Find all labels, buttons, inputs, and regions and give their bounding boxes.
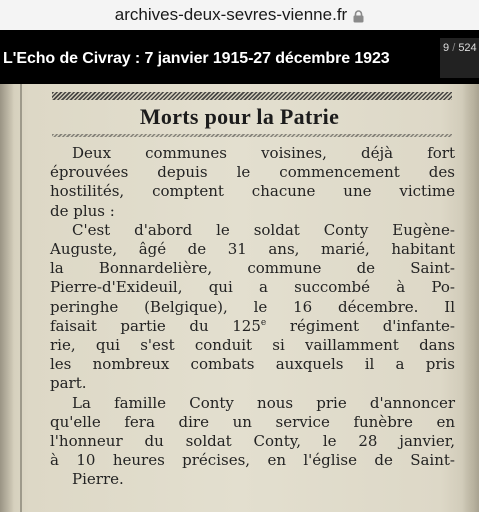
article-line: à 10 heures précises, en l'église de Saint- (50, 451, 455, 470)
column-rule (20, 84, 22, 512)
article-line: les nombreux combats auxquels il a pris (50, 355, 455, 374)
article-line: hostilités, comptent chacune une victime (50, 182, 455, 201)
article-line: rie, qui s'est conduit si vaillamment dans (50, 336, 455, 355)
article-line: peringhe (Belgique), le 16 décembre. Il (50, 297, 455, 316)
article-line: Pierre-d'Exideuil, qui a succombé à Po- (50, 278, 455, 297)
viewer-title-bar (0, 30, 479, 84)
article-line: l'honneur du soldat Conty, le 28 janvier, (50, 432, 455, 451)
lock-icon (353, 10, 364, 23)
article-headline: Morts pour la Patrie (139, 104, 340, 129)
article-line: qu'elle fera dire un service funèbre en (50, 412, 455, 431)
headline-rule-top (52, 92, 452, 100)
url-text: archives-deux-sevres-vienne.fr (114, 5, 348, 24)
browser-address-bar[interactable] (0, 0, 479, 30)
headline-rule-bottom (52, 134, 452, 137)
scanned-page[interactable] (0, 84, 479, 512)
article-line: de plus : (50, 201, 115, 220)
regiment-text-rest: régiment d'infante- (266, 316, 455, 335)
article-line: C'est d'abord le soldat Conty Eugène- (72, 220, 455, 239)
article-line-regiment (50, 317, 455, 336)
page-current: 9 (443, 42, 450, 54)
regiment-text: faisait partie du 125 (50, 316, 261, 335)
article-line: éprouvées depuis le commencement des (50, 163, 455, 182)
page-separator: / (452, 42, 456, 54)
url-field[interactable] (0, 0, 479, 30)
article-line: Auguste, âgé de 31 ans, marié, habitant (50, 240, 455, 259)
page-total: 524 (458, 42, 477, 54)
article-line: la Bonnardelière, commune de Saint- (50, 259, 455, 278)
page-counter[interactable] (440, 38, 479, 78)
article-line: Deux communes voisines, déjà fort (72, 144, 455, 162)
right-column-edge (462, 84, 479, 512)
regiment-superscript: e (260, 317, 267, 328)
article-line: part. (50, 374, 87, 393)
document-title: L'Echo de Civray : 7 janvier 1915-27 décembre 1923 (3, 50, 390, 67)
article-line: La famille Conty nous prie d'annoncer (72, 393, 455, 412)
article-line: Pierre. (72, 470, 124, 489)
article-body (50, 144, 455, 490)
page-fold-shadow (0, 84, 14, 512)
